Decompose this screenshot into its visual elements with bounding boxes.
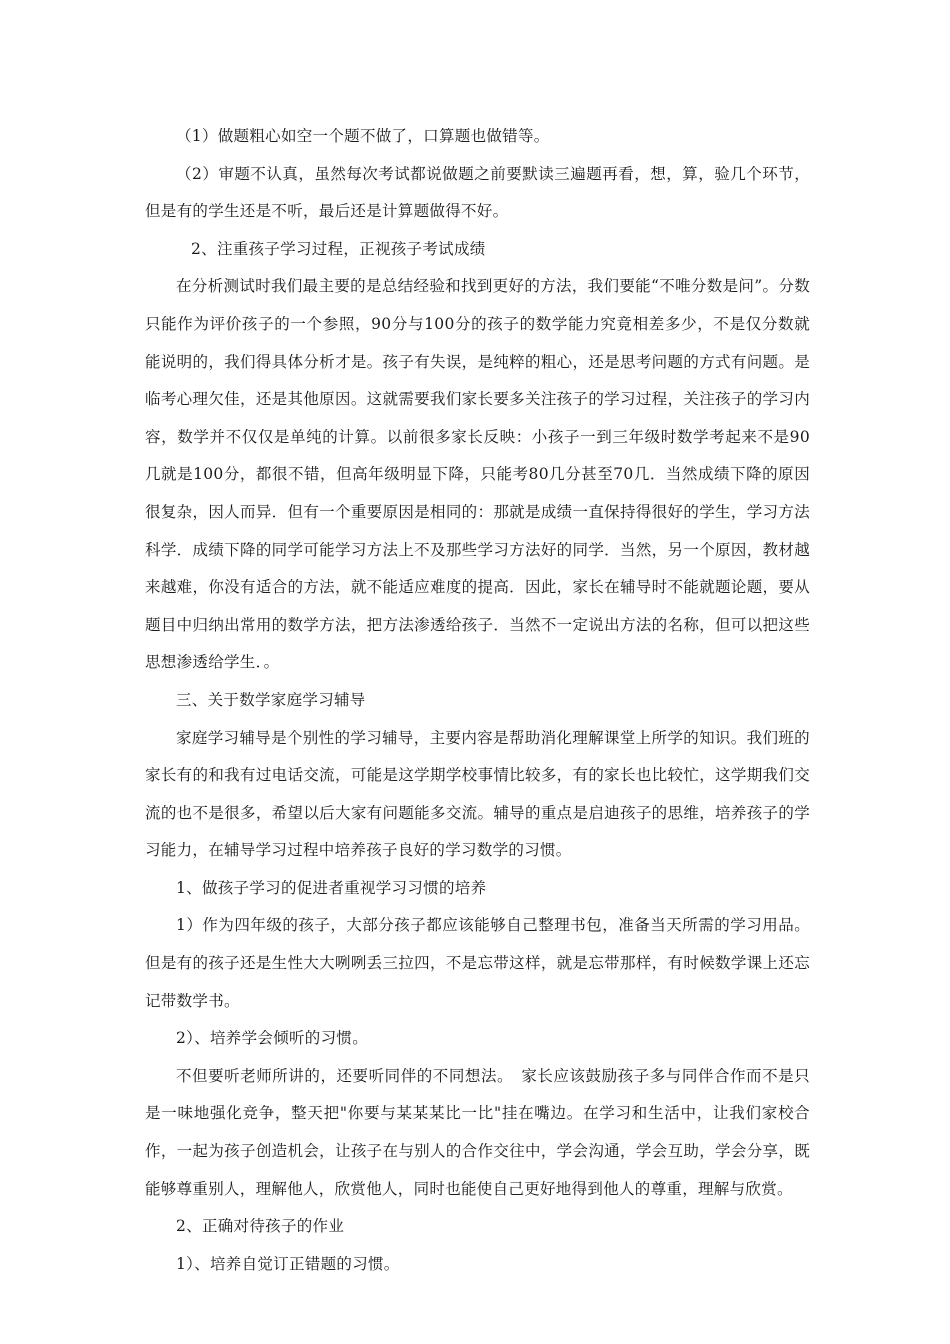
subheading-correct-errors: 1）、培养自觉订正错题的习惯。	[176, 1254, 400, 1273]
section-heading-homework: 2、正确对待孩子的作业	[176, 1217, 345, 1236]
paragraph-test-analysis: 在分析测试时我们最主要的是总结经验和找到更好的方法，我们要能“不唯分数是问”。分数只能作为评价孩子的一个参照，90分与100分的孩子的数学能力究竟相差多少，不是仅分数就能说明的，我们得具体分析才是。孩子有失误，是纯粹的粗心，还是思考问题的方式有问题。是临考心理欠佳，还是其他原因。这就需要我们家长要多关注孩子的学习过程，关注孩子的学习内容，数学并不仅仅是单纯的计算。以前很多家长反映：小孩子一到三年级时数学考起来不是90几就是100分，都很不错，但高年级明显下降，只能考80几分甚至70几．当然成绩下降的原因很复杂，因人而异．但有一个重要原因是相同的：那就是成绩一直保持得很好的学生，学习方法科学．成绩下降的同学可能学习方法上不及那些学习方法好的同学．当然，另一个原因，教材越来越难，你没有适合的方法，就不能适应难度的提高．因此，家长在辅导时不能就题论题，要从题目中归纳出常用的数学方法，把方法渗透给孩子．当然不一定说出方法的名称，但可以把这些思想渗透给学生．。	[145, 277, 810, 672]
paragraph-cooperation: 不但要听老师所讲的，还要听同伴的不同想法。 家长应该鼓励孩子多与同伴合作而不是只是一味地强化竞争，整天把"你要与某某某比一比"挂在嘴边。在学习和生活中，让我们家校合作，一起为孩子创造机会，让孩子在与别人的合作交往中，学会沟通，学会互助，学会分享，既能够尊重别人，理解他人，欣赏他人，同时也能使自己更好地得到他人的尊重，理解与欣赏。	[145, 1066, 810, 1198]
paragraph-home-tutoring: 家庭学习辅导是个别性的学习辅导，主要内容是帮助消化理解课堂上所学的知识。我们班的家长有的和我有过电话交流，可能是这学期学校事情比较多，有的家长也比较忙，这学期我们交流的也不是很多，希望以后大家有问题能多交流。辅导的重点是启迪孩子的思维，培养孩子的学习能力，在辅导学习过程中培养孩子良好的学习数学的习惯。	[145, 728, 810, 860]
subheading-listening: 2）、培养学会倾听的习惯。	[176, 1029, 369, 1048]
paragraph-reading-questions: （2）审题不认真，虽然每次考试都说做题之前要默读三遍题再看，想，算，验几个环节，但是有的学生还是不听，最后还是计算题做得不好。	[145, 164, 810, 221]
paragraph-careless: （1）做题粗心如空一个题不做了，口算题也做错等。	[176, 127, 550, 145]
section-heading-study-habits: 1、做孩子学习的促进者重视学习习惯的培养	[176, 878, 487, 897]
section-heading-home-tutoring: 三、关于数学家庭学习辅导	[176, 690, 366, 709]
section-heading-learning-process: 2、注重孩子学习过程，正视孩子考试成绩	[191, 239, 486, 258]
paragraph-school-bag: 1）作为四年级的孩子，大部分孩子都应该能够自己整理书包，准备当天所需的学习用品。但是有的孩子还是生性大大咧咧丢三拉四，不是忘带这样，就是忘带那样，有时候数学课上还忘记带数学书。	[145, 916, 810, 1010]
document-page	[145, 118, 810, 1283]
